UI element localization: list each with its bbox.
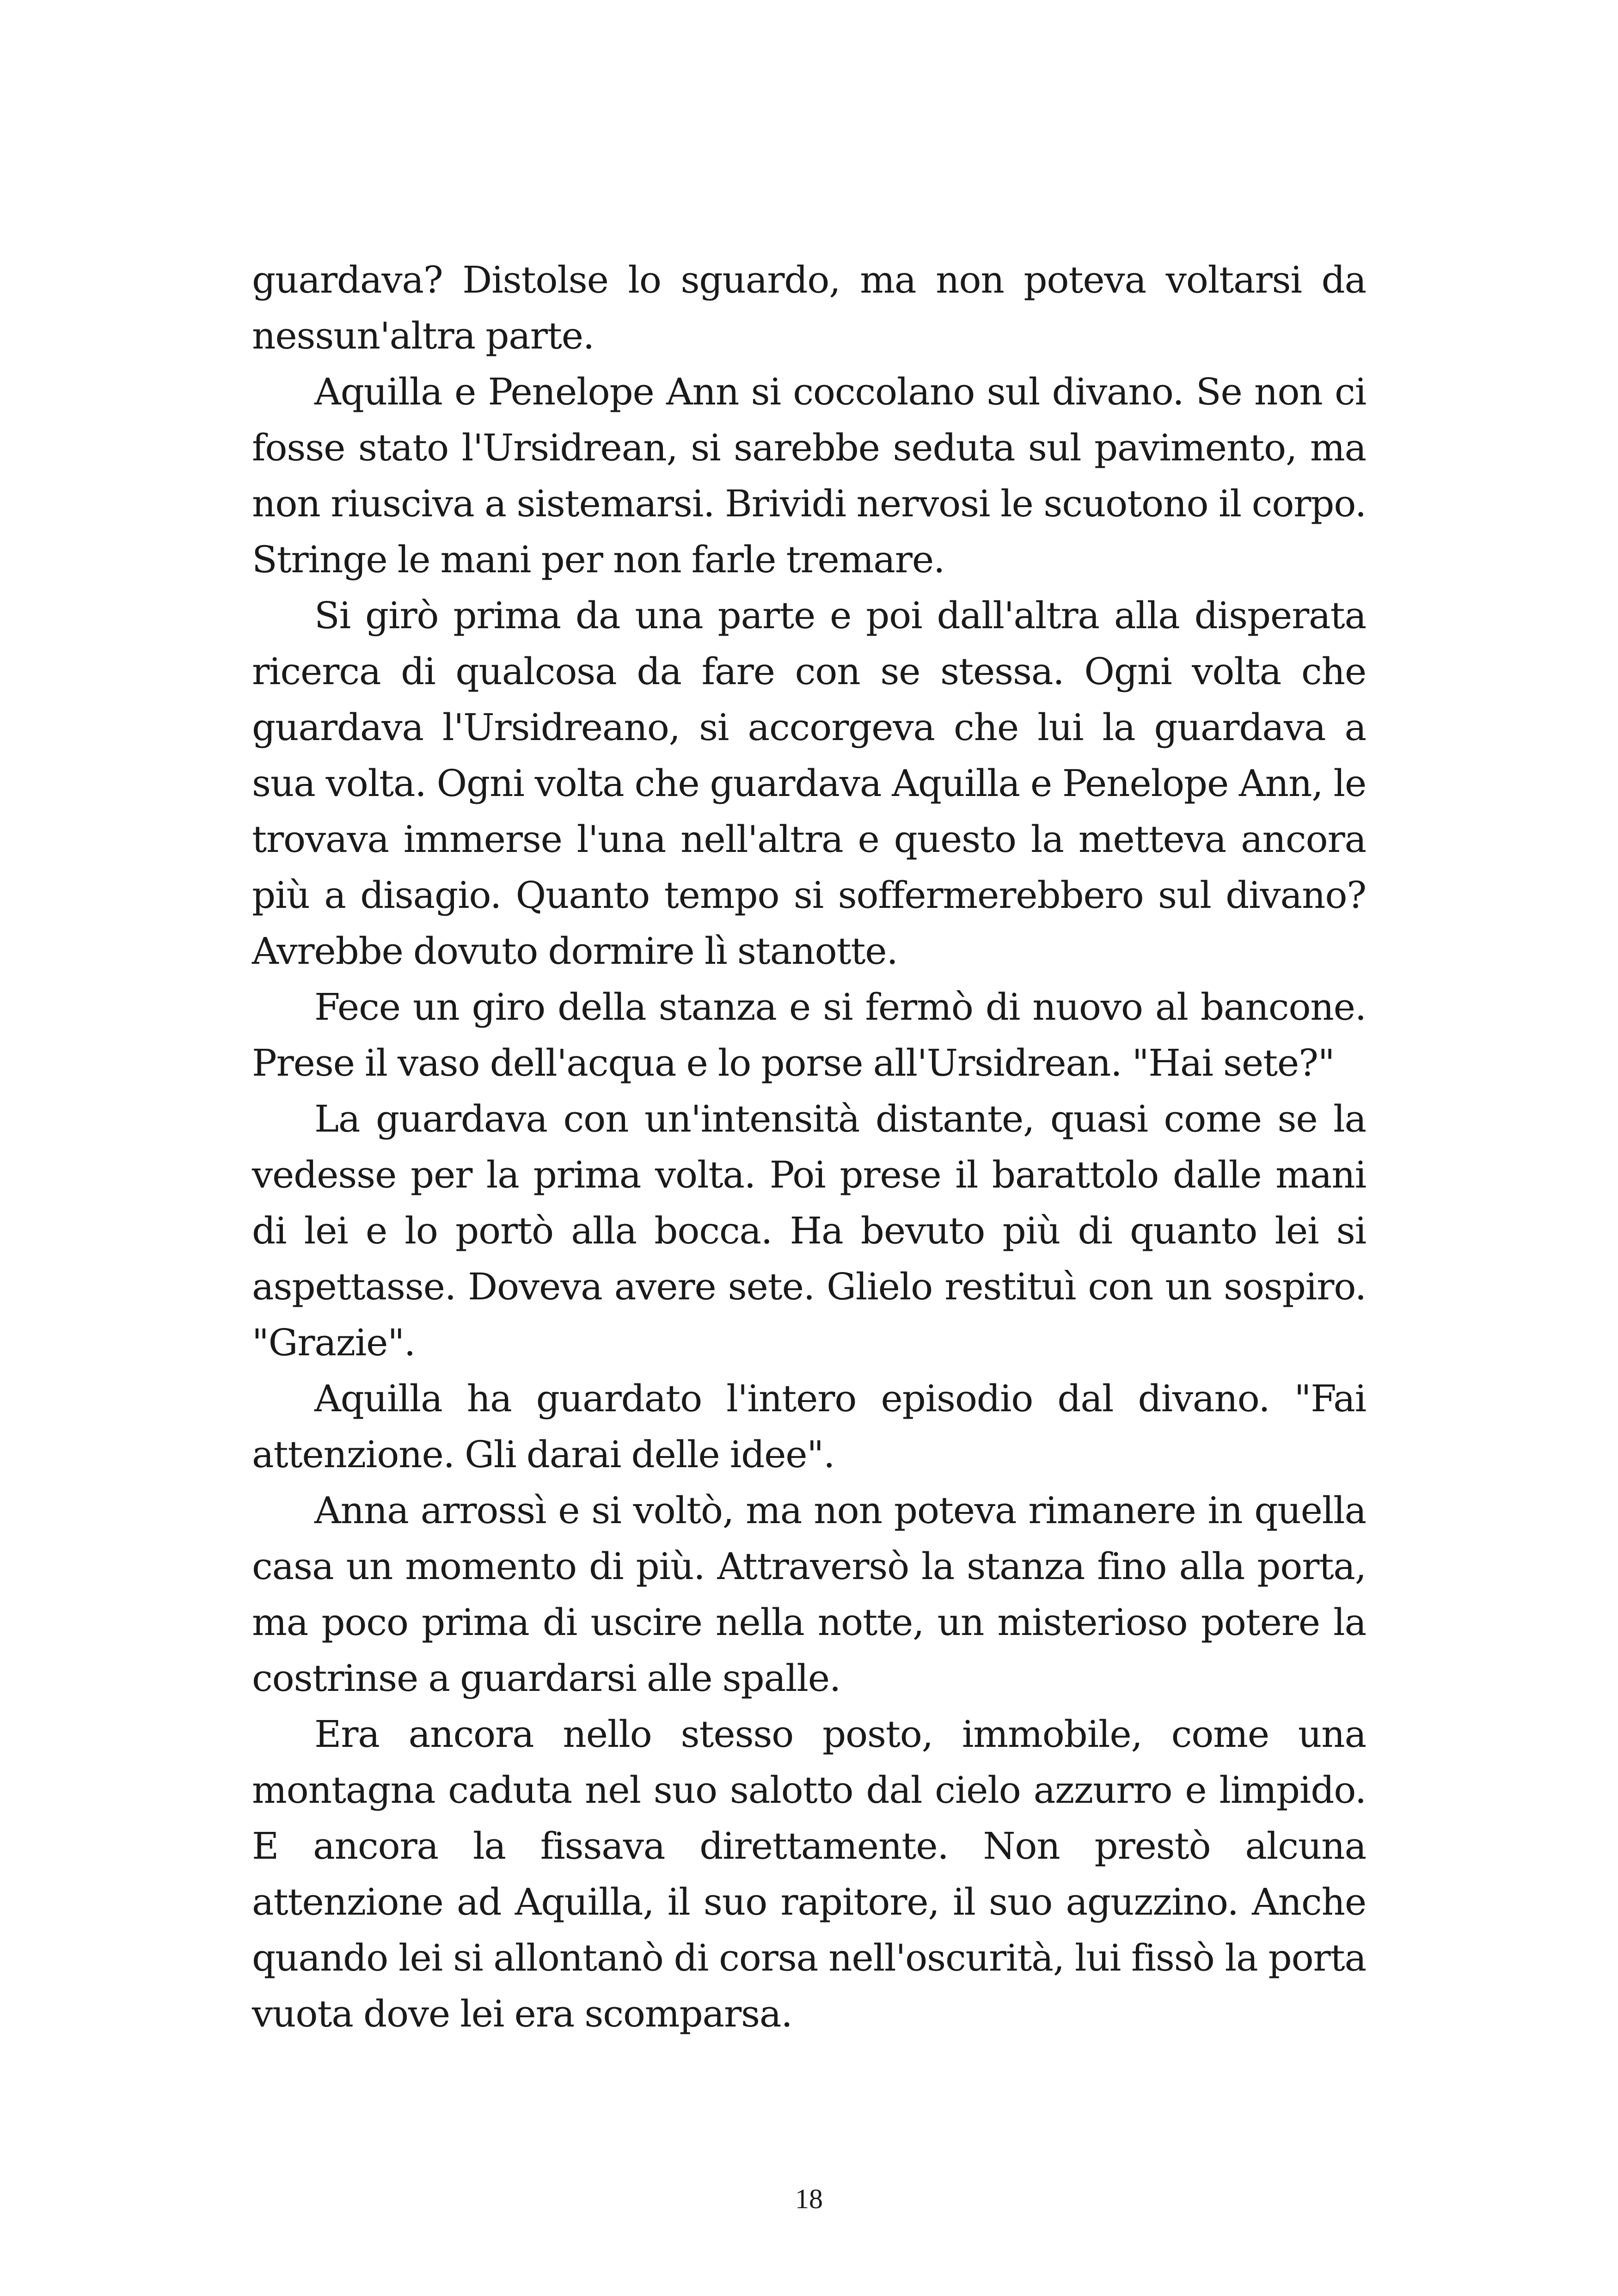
paragraph: Aquilla ha guardato l'intero episodio dal divano. "Fai attenzione. Gli darai delle idee". <box>252 1377 1366 1476</box>
paragraph: Aquilla e Penelope Ann si coccolano sul divano. Se non ci fosse stato l'Ursidrean, si sarebbe seduta sul pavimento, ma non riusciva a sistemarsi. Brividi nervosi le scuotono il corpo. Stringe le mani per non farle tremare. <box>252 370 1366 581</box>
paragraph: La guardava con un'intensità distante, quasi come se la vedesse per la prima volta. Poi prese il barattolo dalle mani di lei e lo portò alla bocca. Ha bevuto più di quanto lei si aspettasse. Doveva avere sete. Glielo restituì con un sospiro. "Grazie". <box>252 1097 1366 1364</box>
body-text <box>252 252 1366 2042</box>
page-number: 18 <box>795 2184 823 2214</box>
paragraph: Era ancora nello stesso posto, immobile, come una montagna caduta nel suo salotto dal cielo azzurro e limpido. E ancora la fissava direttamente. Non prestò alcuna attenzione ad Aquilla, il suo rapitore, il suo aguzzino. Anche quando lei si allontanò di corsa nell'oscurità, lui fissò la porta vuota dove lei era scomparsa. <box>252 1713 1366 2035</box>
paragraph-continuation: guardava? Distolse lo sguardo, ma non poteva voltarsi da nessun'altra parte. <box>252 258 1366 357</box>
paragraph: Si girò prima da una parte e poi dall'altra alla disperata ricerca di qualcosa da fare con se stessa. Ogni volta che guardava l'Ursidreano, si accorgeva che lui la guardava a sua volta. Ogni volta che guardava Aquilla e Penelope Ann, le trovava immerse l'una nell'altra e questo la metteva ancora più a disagio. Quanto tempo si soffermerebbero sul divano? Avrebbe dovuto dormire lì stanotte. <box>252 594 1366 973</box>
paragraph: Anna arrossì e si voltò, ma non poteva rimanere in quella casa un momento di più. Attraversò la stanza fino alla porta, ma poco prima di uscire nella notte, un misterioso potere la costrinse a guardarsi alle spalle. <box>252 1489 1366 1700</box>
paragraph: Fece un giro della stanza e si fermò di nuovo al bancone. Prese il vaso dell'acqua e lo porse all'Ursidrean. "Hai sete?" <box>252 986 1366 1084</box>
